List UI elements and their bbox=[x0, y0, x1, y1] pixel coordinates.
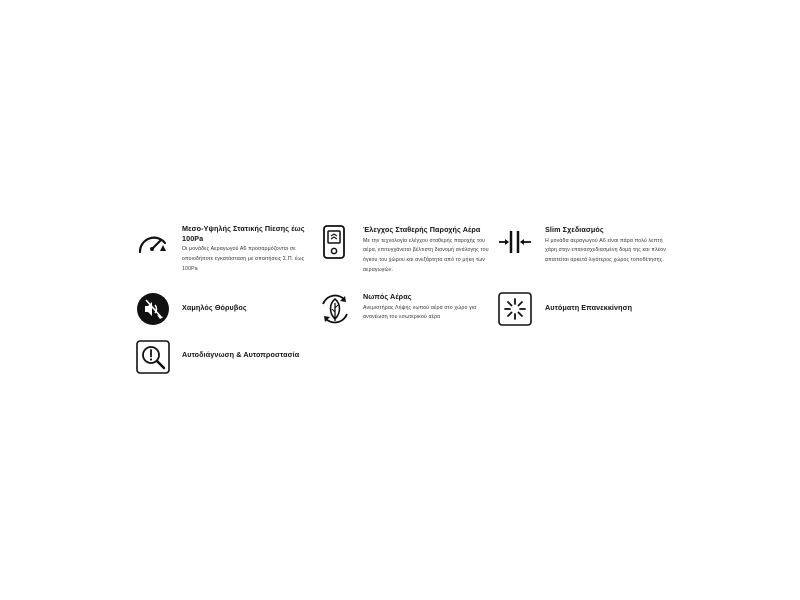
fresh-air-icon bbox=[318, 292, 352, 326]
feature-title: Έλεγχος Σταθερής Παροχής Αέρα bbox=[363, 225, 481, 234]
feature-title: Μεσο-Υψηλής Στατικής Πίεσης έως 100Pa bbox=[182, 224, 305, 243]
feature-auto-restart bbox=[498, 292, 678, 328]
feature-title: Αυτόματη Επανεκκίνηση bbox=[545, 303, 633, 312]
feature-description: Ανεμιστήρας Λήψης νωπού αέρα στο χώρο για ανανέωση του εσωτερικού αέρα bbox=[363, 304, 477, 321]
feature-description: Οι μονάδες Αεραγωγού Α6 προσαρμόζονται σε οποιοδήποτε εγκατάσταση με απαιτήσεις Σ.Π. έως 100Pa bbox=[182, 246, 305, 272]
airflow-controller-icon bbox=[321, 225, 355, 259]
low-noise-icon bbox=[136, 292, 170, 326]
feature-low-noise bbox=[136, 292, 316, 328]
feature-title: Αυτοδιάγνωση & Αυτοπροστασία bbox=[182, 350, 300, 359]
feature-title: Slim Σχεδιασμός bbox=[545, 225, 604, 234]
self-diagnosis-icon bbox=[136, 340, 170, 374]
feature-fresh-air bbox=[318, 292, 498, 328]
feature-description: Με την τεχνολογία ελέγχου σταθερής παροχής του αέρα, επιτυγχάνεται βέλτιστη διανομή ανάλογης του όγκου του χώρου και ανεξάρτητα από το μήκη των αεραγωγών. bbox=[363, 237, 489, 273]
feature-description: Η μονάδα αεραγωγού Α6 είναι πάρα πολύ λεπτή χάρη στην επανασχεδιασμένη δομή της και πλέον απαιτείται αρκετά λιγότερος χώρος τοποθέτησης. bbox=[545, 237, 666, 264]
feature-static-pressure bbox=[136, 225, 316, 275]
feature-constant-airflow bbox=[321, 225, 501, 275]
pressure-gauge-icon bbox=[136, 225, 170, 259]
auto-restart-icon bbox=[498, 292, 532, 326]
feature-self-diagnosis bbox=[136, 340, 316, 376]
feature-slim-design bbox=[498, 225, 678, 275]
slim-design-icon bbox=[498, 225, 532, 259]
feature-title: Νωπός Αέρας bbox=[363, 292, 412, 301]
feature-title: Χαμηλός Θόρυβος bbox=[182, 303, 247, 312]
